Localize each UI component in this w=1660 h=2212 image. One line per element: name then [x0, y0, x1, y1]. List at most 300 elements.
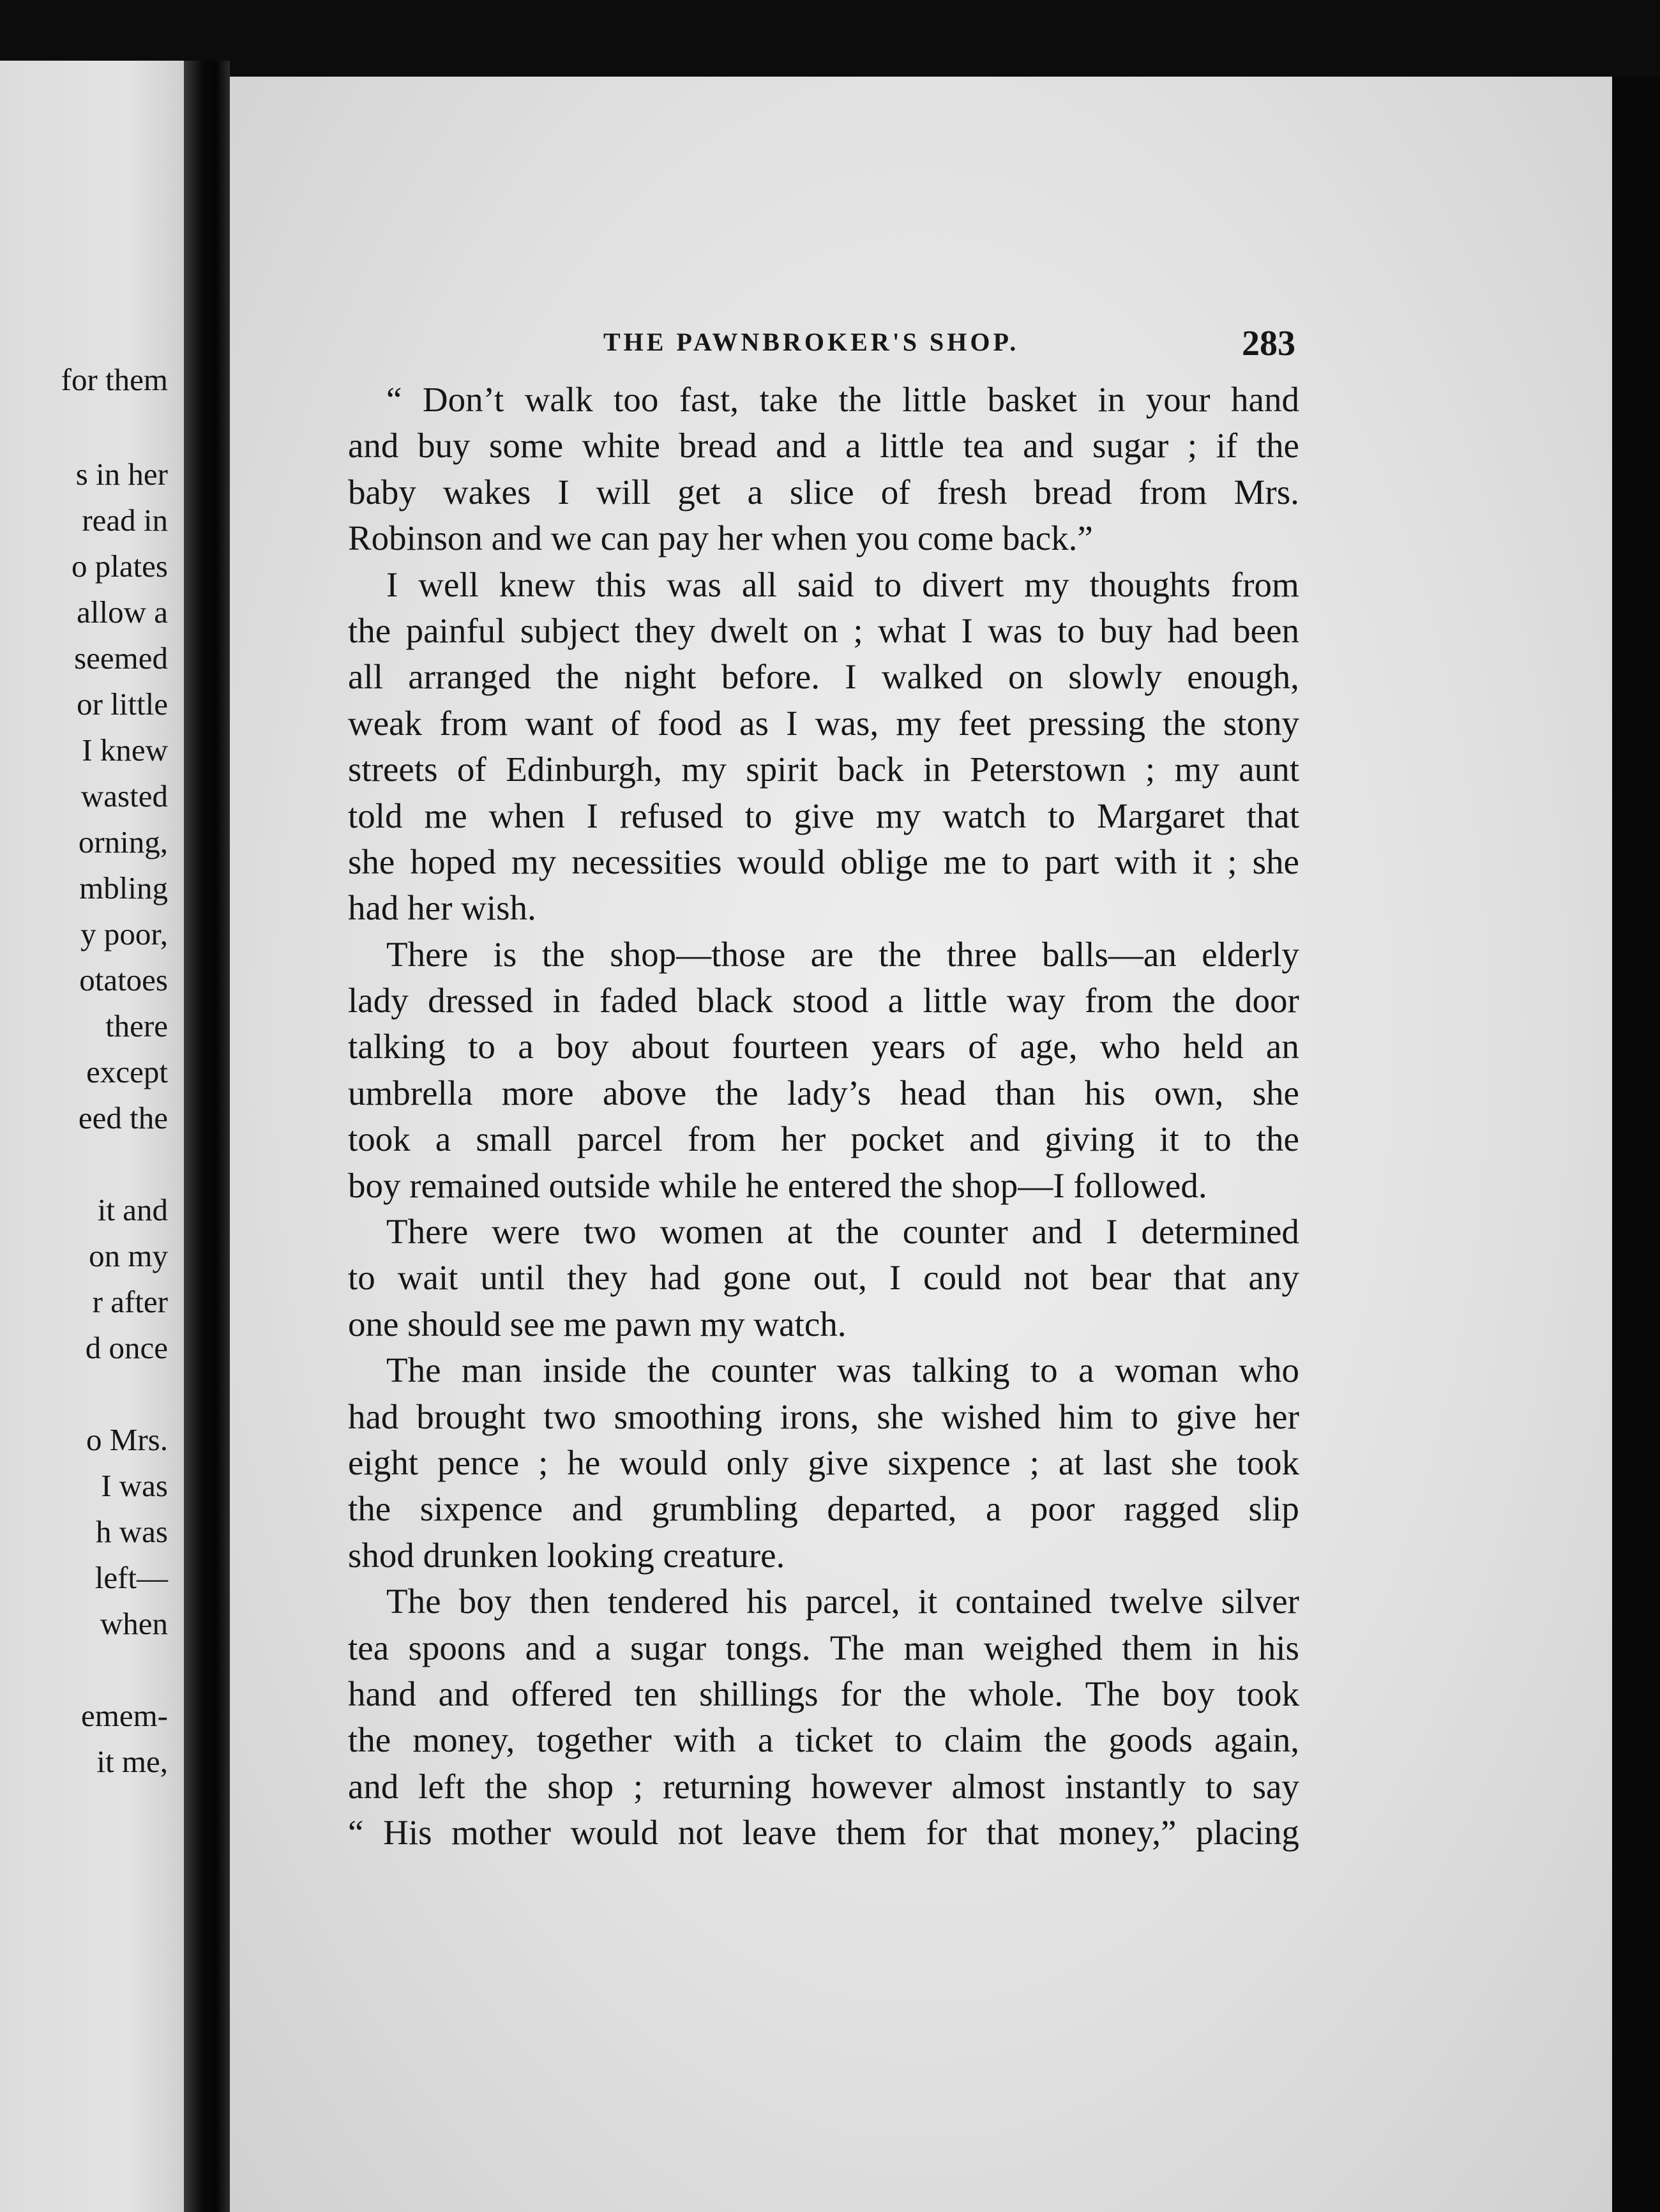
- word: slice: [789, 472, 854, 511]
- word: of: [880, 472, 910, 511]
- word: poor: [1030, 1489, 1095, 1529]
- word: black: [697, 981, 773, 1020]
- word: Edinburgh,: [506, 750, 663, 789]
- word: tea: [963, 426, 1004, 466]
- word: fresh: [937, 472, 1007, 511]
- word: mother: [451, 1813, 551, 1852]
- word: boy: [1161, 1674, 1215, 1713]
- left-page-line-fragment: emem-: [80, 1698, 168, 1733]
- word: weighed: [983, 1628, 1103, 1667]
- word: at: [787, 1212, 813, 1252]
- word: goods: [1108, 1720, 1193, 1760]
- word: my: [1024, 564, 1069, 604]
- left-page-line-fragment: left—: [94, 1560, 168, 1595]
- word: money,: [412, 1720, 515, 1760]
- word: Peterstown: [970, 750, 1126, 789]
- word: however: [811, 1766, 932, 1806]
- word: shop: [547, 1766, 614, 1806]
- word: twelve: [1110, 1582, 1204, 1621]
- word: to: [468, 1027, 495, 1066]
- word: would: [619, 1443, 707, 1482]
- word: they: [567, 1258, 628, 1298]
- word: shop—those: [610, 934, 786, 974]
- word: “: [386, 380, 402, 419]
- word: thoughts: [1089, 564, 1211, 604]
- word: with: [1114, 842, 1177, 881]
- word: to: [1048, 796, 1076, 835]
- word: door: [1235, 981, 1299, 1020]
- word: she: [1252, 1073, 1299, 1112]
- word: was: [836, 1351, 892, 1390]
- word: and: [348, 1766, 399, 1806]
- word: to: [1131, 1397, 1159, 1436]
- word: I: [386, 564, 398, 604]
- word: of: [968, 1027, 998, 1066]
- word: There: [386, 934, 469, 974]
- word: said: [797, 564, 854, 604]
- text-line: [348, 793, 1299, 839]
- word: man: [461, 1351, 522, 1390]
- word: were: [492, 1212, 561, 1252]
- word: last: [1103, 1443, 1152, 1482]
- word: get: [677, 472, 721, 511]
- word: from: [688, 1119, 756, 1159]
- word: my: [681, 750, 727, 789]
- word: to: [1002, 842, 1029, 881]
- word: want: [525, 703, 594, 743]
- word: There: [386, 1212, 469, 1252]
- left-page-line-fragment: I was: [101, 1468, 168, 1503]
- word: the: [348, 1489, 391, 1529]
- left-page-line-fragment: or little: [77, 686, 168, 722]
- text-line: [348, 469, 1299, 515]
- text-line: [348, 1116, 1299, 1162]
- word: weak: [348, 703, 423, 743]
- word: slip: [1248, 1489, 1299, 1529]
- word: and: [571, 1489, 623, 1529]
- word: out,: [813, 1258, 867, 1298]
- left-page-line-fragment: s in her: [75, 457, 168, 492]
- word: me: [424, 796, 467, 835]
- word: placing: [1196, 1813, 1299, 1852]
- word: His: [383, 1813, 432, 1852]
- word: been: [1233, 610, 1299, 650]
- word: give: [808, 1443, 869, 1482]
- left-page-line-fragment: when: [100, 1606, 168, 1641]
- word: arranged: [408, 657, 531, 697]
- word: ticket: [795, 1720, 873, 1760]
- word: the: [1256, 426, 1299, 466]
- word: own,: [1154, 1073, 1224, 1112]
- text-line: one should see me pawn my watch.: [348, 1304, 847, 1344]
- word: the: [1256, 1119, 1299, 1159]
- word: age,: [1020, 1027, 1078, 1066]
- word: to: [1204, 1119, 1232, 1159]
- word: head: [900, 1073, 967, 1112]
- left-page-line-fragment: otatoes: [79, 962, 168, 997]
- word: claim: [944, 1720, 1022, 1760]
- word: ;: [538, 1443, 548, 1482]
- word: gone: [723, 1258, 791, 1298]
- word: and: [525, 1628, 576, 1667]
- text-line: [348, 839, 1299, 885]
- word: they: [635, 610, 695, 650]
- word: together: [536, 1720, 652, 1760]
- word: The: [829, 1628, 885, 1667]
- word: more: [501, 1073, 574, 1112]
- text-line: [348, 377, 1299, 423]
- word: who: [1099, 1027, 1161, 1066]
- text-line: shod drunken looking creature.: [348, 1535, 785, 1575]
- word: take: [759, 380, 819, 419]
- word: her: [1254, 1397, 1299, 1436]
- word: and: [1031, 1212, 1083, 1252]
- word: again,: [1214, 1720, 1299, 1760]
- text-line: [348, 608, 1299, 654]
- word: “: [348, 1813, 364, 1852]
- text-line: [348, 1070, 1299, 1116]
- word: that: [986, 1813, 1039, 1852]
- word: the: [836, 1212, 879, 1252]
- word: stood: [792, 981, 869, 1020]
- word: hand: [348, 1674, 416, 1713]
- left-page-line-fragment: read in: [82, 503, 168, 538]
- word: slowly: [1068, 657, 1162, 697]
- text-line: [348, 1810, 1299, 1856]
- word: I: [786, 703, 798, 743]
- word: took: [348, 1119, 411, 1159]
- word: the: [879, 934, 922, 974]
- word: feet: [958, 703, 1011, 743]
- word: will: [596, 472, 651, 511]
- word: sugar: [630, 1628, 707, 1667]
- text-line: [348, 1255, 1299, 1301]
- word: them: [836, 1813, 907, 1852]
- text-line: [348, 1717, 1299, 1763]
- word: pressing: [1028, 703, 1145, 743]
- word: that: [1173, 1258, 1226, 1298]
- word: pocket: [850, 1119, 944, 1159]
- running-head: THE PAWNBROKER'S SHOP.: [603, 328, 1020, 356]
- word: The: [1085, 1674, 1140, 1713]
- word: walk: [524, 380, 593, 419]
- word: in: [1098, 380, 1126, 419]
- word: food: [657, 703, 722, 743]
- word: it: [1159, 1119, 1179, 1159]
- word: when: [488, 796, 565, 835]
- word: grumbling: [651, 1489, 798, 1529]
- word: buy: [417, 426, 471, 466]
- word: brought: [416, 1397, 526, 1436]
- word: the: [715, 1073, 758, 1112]
- word: who: [1239, 1351, 1299, 1390]
- word: years: [871, 1027, 946, 1066]
- word: say: [1252, 1766, 1299, 1806]
- word: enough,: [1187, 657, 1299, 697]
- word: instantly: [1064, 1766, 1186, 1806]
- left-page-line-fragment: it me,: [96, 1744, 168, 1779]
- word: money,”: [1059, 1813, 1177, 1852]
- word: the: [903, 1674, 947, 1713]
- word: took: [1237, 1674, 1299, 1713]
- left-page-line-fragment: y poor,: [80, 916, 168, 951]
- left-page-line-fragment: for them: [61, 362, 168, 397]
- word: departed,: [827, 1489, 957, 1529]
- word: small: [476, 1119, 552, 1159]
- word: aunt: [1239, 750, 1299, 789]
- word: then: [529, 1582, 590, 1621]
- word: to: [348, 1258, 375, 1298]
- word: fourteen: [732, 1027, 849, 1066]
- word: a: [845, 426, 861, 466]
- word: to: [894, 1720, 923, 1760]
- word: the: [348, 1720, 391, 1760]
- word: spirit: [746, 750, 819, 789]
- word: ten: [634, 1674, 677, 1713]
- text-line: [348, 701, 1299, 746]
- word: little: [902, 380, 967, 419]
- left-page-line-fragment: on my: [89, 1238, 168, 1273]
- word: I: [557, 472, 570, 511]
- word: bread: [679, 426, 757, 466]
- left-page-line-fragment: r after: [92, 1284, 168, 1319]
- word: hoped: [410, 842, 496, 881]
- word: and: [1023, 426, 1074, 466]
- word: inside: [543, 1351, 627, 1390]
- word: the: [348, 610, 391, 650]
- word: shillings: [699, 1674, 819, 1713]
- word: walked: [881, 657, 983, 697]
- word: a: [747, 472, 763, 511]
- word: hand: [1231, 380, 1299, 419]
- word: sixpence: [887, 1443, 1011, 1482]
- word: give: [794, 796, 855, 835]
- word: Mrs.: [1234, 472, 1299, 511]
- word: in: [1211, 1628, 1239, 1667]
- word: too: [614, 380, 659, 419]
- text-line: [348, 978, 1299, 1024]
- word: eight: [348, 1443, 418, 1482]
- word: dwelt: [710, 610, 788, 650]
- left-page-line-fragment: d once: [85, 1330, 168, 1365]
- word: a: [757, 1720, 774, 1760]
- word: give: [1176, 1397, 1237, 1436]
- word: wished: [941, 1397, 1041, 1436]
- word: had: [1167, 610, 1218, 650]
- word: streets: [348, 750, 438, 789]
- word: I: [889, 1258, 902, 1298]
- word: whole.: [968, 1674, 1064, 1713]
- text-line: [348, 1394, 1299, 1440]
- word: was: [988, 610, 1043, 650]
- left-page-line-fragment: there: [105, 1008, 168, 1043]
- word: watch: [942, 796, 1027, 835]
- left-page-line-fragment: o Mrs.: [86, 1422, 168, 1457]
- left-page-line-fragment: allow a: [77, 595, 168, 630]
- word: this: [595, 564, 647, 604]
- left-page-line-fragment: seemed: [74, 640, 168, 676]
- word: only: [726, 1443, 789, 1482]
- word: balls—an: [1042, 934, 1177, 974]
- word: told: [348, 796, 403, 835]
- word: an: [1265, 1027, 1299, 1066]
- text-line: Robinson and we can pay her when you come back.”: [348, 519, 1093, 558]
- book-gutter: [184, 61, 230, 2212]
- word: giving: [1045, 1119, 1135, 1159]
- word: his: [1258, 1628, 1299, 1667]
- word: if: [1216, 426, 1238, 466]
- word: was: [667, 564, 721, 604]
- text-line: [348, 1024, 1299, 1070]
- word: irons,: [780, 1397, 859, 1436]
- left-page-line-fragment: eed the: [78, 1100, 168, 1135]
- word: than: [995, 1073, 1056, 1112]
- word: she: [1170, 1443, 1218, 1482]
- word: on: [1007, 657, 1043, 697]
- word: ;: [853, 610, 863, 650]
- word: women: [660, 1212, 764, 1252]
- word: the: [1044, 1720, 1087, 1760]
- word: ;: [1227, 842, 1237, 881]
- word: a: [985, 1489, 1002, 1529]
- word: are: [810, 934, 854, 974]
- text-line: [348, 1579, 1299, 1625]
- word: from: [439, 703, 508, 743]
- word: boy: [458, 1582, 512, 1621]
- word: two: [584, 1212, 637, 1252]
- word: offered: [511, 1674, 612, 1713]
- word: for: [840, 1674, 882, 1713]
- word: until: [480, 1258, 545, 1298]
- word: white: [582, 426, 660, 466]
- word: tongs.: [725, 1628, 811, 1667]
- word: and: [438, 1674, 490, 1713]
- left-page-line-fragment: except: [86, 1054, 168, 1089]
- word: bear: [1090, 1258, 1152, 1298]
- word: a: [518, 1027, 534, 1066]
- word: Don’t: [422, 380, 504, 419]
- word: determined: [1141, 1212, 1299, 1252]
- text-line: [348, 746, 1299, 792]
- word: The: [386, 1351, 441, 1390]
- text-line: had her wish.: [348, 888, 536, 928]
- word: I: [961, 610, 973, 650]
- word: lady’s: [787, 1073, 871, 1112]
- word: the: [647, 1351, 691, 1390]
- word: had: [649, 1258, 701, 1298]
- word: to: [1030, 1351, 1058, 1390]
- word: talking: [348, 1027, 446, 1066]
- word: man: [903, 1628, 965, 1667]
- word: I: [845, 657, 857, 697]
- body-text: [348, 377, 1299, 1856]
- left-page-line-fragment: o plates: [71, 549, 168, 584]
- word: a: [1078, 1351, 1094, 1390]
- word: from: [1138, 472, 1207, 511]
- previous-page: [0, 61, 184, 2212]
- word: a: [435, 1119, 451, 1159]
- word: returning: [662, 1766, 792, 1806]
- text-line: [348, 1486, 1299, 1532]
- word: woman: [1114, 1351, 1218, 1390]
- word: for: [926, 1813, 967, 1852]
- word: was,: [815, 703, 879, 743]
- word: his: [746, 1582, 788, 1621]
- word: to: [744, 796, 773, 835]
- left-page-line-fragment: mbling: [79, 870, 168, 905]
- text-line: [348, 932, 1299, 978]
- word: above: [602, 1073, 687, 1112]
- word: the: [1172, 981, 1216, 1020]
- word: spoons: [408, 1628, 506, 1667]
- word: little: [880, 426, 944, 466]
- word: of: [456, 750, 487, 789]
- text-line: [348, 1209, 1299, 1255]
- word: wait: [397, 1258, 458, 1298]
- word: them: [1122, 1628, 1193, 1667]
- word: in: [923, 750, 951, 789]
- word: refused: [619, 796, 723, 835]
- text-line: [348, 1764, 1299, 1810]
- word: his: [1084, 1073, 1126, 1112]
- word: not: [1023, 1258, 1069, 1298]
- word: to: [874, 564, 902, 604]
- word: fast,: [679, 380, 739, 419]
- word: well: [418, 564, 479, 604]
- word: talking: [912, 1351, 1010, 1390]
- word: umbrella: [348, 1073, 473, 1112]
- word: as: [739, 703, 769, 743]
- word: three: [946, 934, 1017, 974]
- word: he: [567, 1443, 601, 1482]
- word: any: [1248, 1258, 1299, 1298]
- left-page-line-fragment: I knew: [82, 732, 168, 768]
- word: smoothing: [614, 1397, 762, 1436]
- word: she: [877, 1397, 924, 1436]
- word: my: [875, 796, 921, 835]
- word: parcel: [577, 1119, 663, 1159]
- word: and: [776, 426, 827, 466]
- word: with: [673, 1720, 736, 1760]
- word: I: [1106, 1212, 1118, 1252]
- text-line: [348, 562, 1299, 608]
- word: about: [631, 1027, 709, 1066]
- word: The: [386, 1582, 441, 1621]
- word: what: [878, 610, 946, 650]
- word: tea: [348, 1628, 389, 1667]
- word: from: [1084, 981, 1153, 1020]
- word: faded: [599, 981, 677, 1020]
- word: counter: [711, 1351, 817, 1390]
- word: painful: [405, 610, 506, 650]
- word: took: [1237, 1443, 1299, 1482]
- page-number: 283: [1242, 324, 1295, 363]
- word: dressed: [428, 981, 534, 1020]
- word: the: [838, 380, 882, 419]
- word: she: [348, 842, 395, 881]
- page-edge-shadow: [1612, 77, 1660, 2212]
- word: silver: [1221, 1582, 1299, 1621]
- word: and: [348, 426, 399, 466]
- text-line: [348, 1440, 1299, 1486]
- word: it: [917, 1582, 938, 1621]
- word: baby: [348, 472, 416, 511]
- word: him: [1059, 1397, 1113, 1436]
- word: I: [586, 796, 598, 835]
- word: ragged: [1124, 1489, 1219, 1529]
- word: back: [837, 750, 904, 789]
- word: her: [781, 1119, 826, 1159]
